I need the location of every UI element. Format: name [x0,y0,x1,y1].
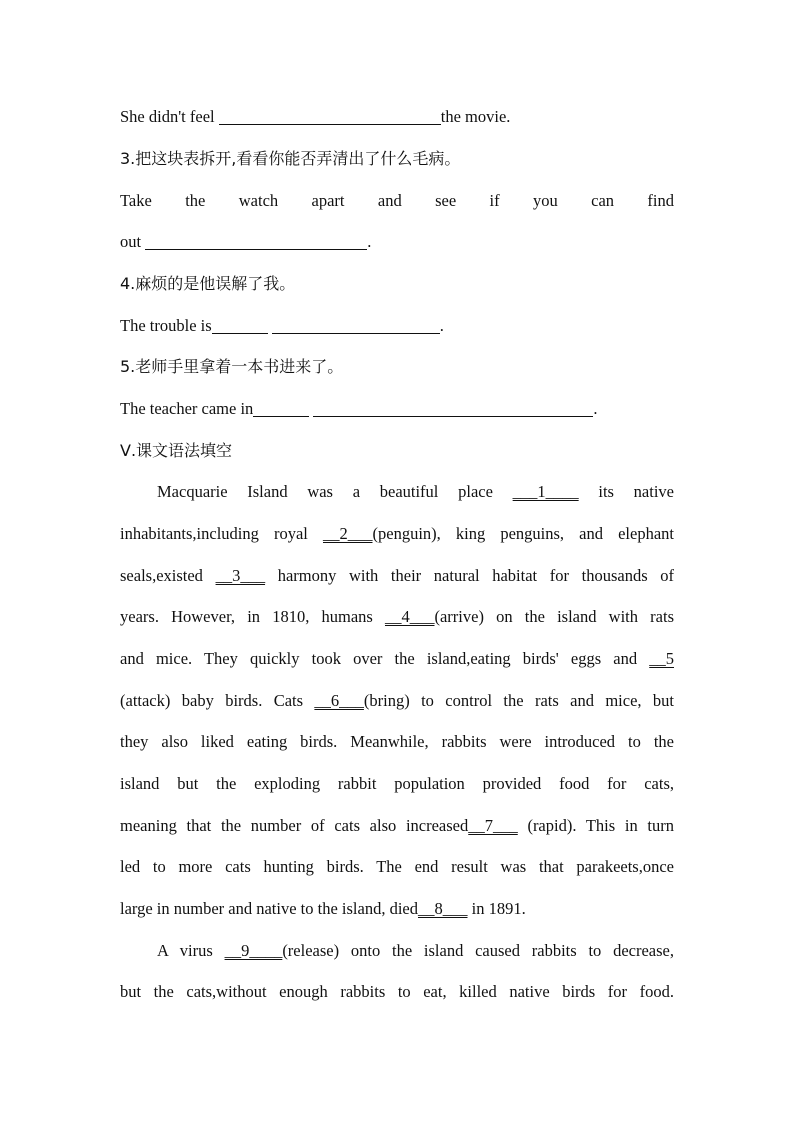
q4-prefix: The trouble is [120,316,212,335]
passage-line: (attack) baby birds. Cats __6___(bring) to control the rats and mice, but [120,691,674,710]
q3-chinese: 3.把这块表拆开,看看你能否弄清出了什么毛病。 [120,149,461,168]
passage-line: large in number and native to the island, died__8___ in 1891. [120,899,526,918]
answer-blank-7[interactable]: __7___ [468,816,518,835]
passage-line: but the cats,without enough rabbits to eat, killed native birds for food. [120,982,674,1001]
word: can [591,191,615,210]
q5-chinese: 5.老师手里拿着一本书进来了。 [120,357,344,376]
word: and [377,191,402,210]
word: apart [311,191,345,210]
answer-blank-2[interactable]: __2___ [323,524,373,543]
word: if [489,191,500,210]
passage-line: and mice. They quickly took over the island,eating birds' eggs and __5 [120,649,674,668]
word: watch [238,191,279,210]
q2-prefix: She didn't feel [120,107,215,126]
q4-english [120,315,674,337]
word: find [647,191,675,210]
q3-blank[interactable] [145,231,367,250]
q4-blank-b[interactable] [272,315,440,334]
q5-prefix: The teacher came in [120,399,254,418]
answer-blank-8[interactable]: __8___ [418,899,468,918]
passage-line: island but the exploding rabbit population provided food for cats, [120,774,674,793]
q4-chinese: 4.麻烦的是他误解了我。 [120,274,296,293]
answer-blank-4[interactable]: __4___ [384,607,435,626]
q2-suffix: the movie. [440,107,511,126]
passage-line: inhabitants,including royal __2___(penguin), king penguins, and elephant [120,524,674,543]
word: Take [120,191,152,210]
passage-line: led to more cats hunting birds. The end result was that parakeets,once [120,857,674,876]
answer-blank-1[interactable]: ___1____ [512,482,579,501]
q5-blank-b[interactable] [313,398,593,417]
q5-suffix: . [593,399,598,418]
q2-answer-line [120,106,674,128]
answer-blank-6[interactable]: __6___ [314,691,364,710]
word: see [435,191,457,210]
passage-line: A virus __9____(release) onto the island caused rabbits to decrease, [157,941,674,960]
q5-blank-a[interactable] [253,398,309,417]
q3-line2-prefix: out [120,232,142,251]
q4-blank-a[interactable] [212,315,268,334]
answer-blank-5[interactable]: __5 [649,649,674,668]
answer-blank-9[interactable]: __9____ [224,941,283,960]
passage-line: years. However, in 1810, humans __4___(arrive) on the island with rats [120,607,674,626]
answer-blank-3[interactable]: __3___ [215,566,266,585]
q2-blank[interactable] [219,106,441,125]
passage-line: meaning that the number of cats also increased__7___ (rapid). This in turn [120,816,674,835]
q3-line2-suffix: . [367,232,372,251]
word: you [533,191,558,210]
word: the [185,191,206,210]
q5-english [120,398,674,420]
section-v-title: Ⅴ.课文语法填空 [120,441,233,460]
q3-english-line2 [120,231,674,253]
passage-line: seals,existed __3___ harmony with their natural habitat for thousands of [120,566,674,585]
q3-english-line1 [120,190,674,212]
passage-line: they also liked eating birds. Meanwhile, rabbits were introduced to the [120,732,674,751]
q4-suffix: . [439,316,444,335]
passage-line: Macquarie Island was a beautiful place ___1____ its native [157,482,674,501]
